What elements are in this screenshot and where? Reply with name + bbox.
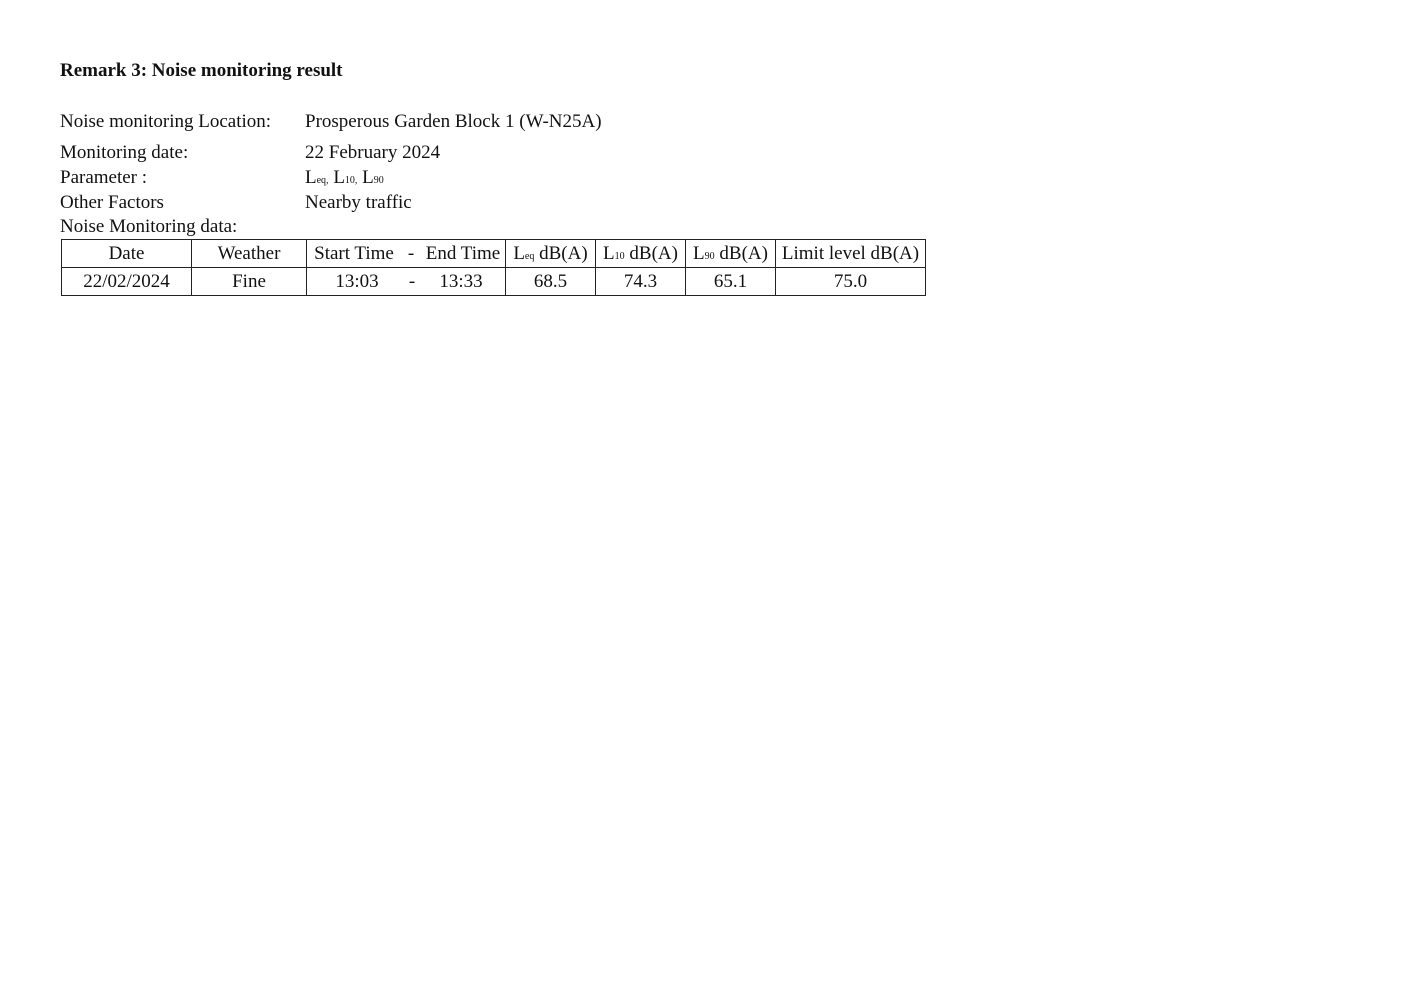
location-value: Prosperous Garden Block 1 (W-N25A) bbox=[305, 111, 602, 132]
header-leq-unit: dB(A) bbox=[534, 242, 588, 264]
noise-data-table bbox=[61, 239, 926, 296]
header-date: Date bbox=[62, 240, 192, 268]
parameter-leq: L bbox=[305, 167, 317, 188]
header-l90-base: L bbox=[693, 242, 705, 264]
header-l10-subscript: 10 bbox=[614, 250, 625, 262]
cell-end-time: 13:33 bbox=[439, 270, 483, 292]
monitoring-data-label: Noise Monitoring data: bbox=[60, 216, 238, 237]
header-leq-subscript: eq bbox=[524, 250, 535, 262]
cell-limit-level: 75.0 bbox=[776, 268, 926, 296]
parameter-l10: L bbox=[328, 167, 345, 188]
parameter-l10-subscript: 10, bbox=[344, 175, 358, 186]
location-label: Noise monitoring Location: bbox=[60, 111, 272, 132]
cell-l90: 65.1 bbox=[686, 268, 776, 296]
header-time bbox=[307, 240, 506, 268]
cell-start-time: 13:03 bbox=[335, 270, 379, 292]
cell-l10: 74.3 bbox=[596, 268, 686, 296]
parameter-label: Parameter : bbox=[60, 167, 148, 188]
parameter-l90: L bbox=[357, 167, 374, 188]
cell-leq: 68.5 bbox=[506, 268, 596, 296]
header-time-dash: - bbox=[407, 242, 415, 264]
header-leq bbox=[506, 240, 596, 268]
header-start-time: Start Time bbox=[314, 242, 394, 264]
header-l90-unit: dB(A) bbox=[714, 242, 768, 264]
table-header-row bbox=[62, 240, 926, 268]
header-limit-level: Limit level dB(A) bbox=[776, 240, 926, 268]
parameter-leq-subscript: eq, bbox=[316, 175, 329, 186]
header-l10 bbox=[596, 240, 686, 268]
monitoring-date-value: 22 February 2024 bbox=[305, 142, 441, 163]
page-title: Remark 3: Noise monitoring result bbox=[60, 60, 343, 81]
table-row bbox=[62, 268, 926, 296]
cell-weather: Fine bbox=[192, 268, 307, 296]
other-factors-label: Other Factors bbox=[60, 192, 164, 213]
cell-time-dash: - bbox=[408, 270, 416, 292]
cell-date: 22/02/2024 bbox=[62, 268, 192, 296]
header-l10-base: L bbox=[603, 242, 615, 264]
monitoring-date-label: Monitoring date: bbox=[60, 142, 189, 163]
parameter-value bbox=[305, 167, 384, 189]
header-leq-base: L bbox=[513, 242, 525, 264]
header-l90-subscript: 90 bbox=[704, 250, 715, 262]
header-end-time: End Time bbox=[425, 242, 501, 264]
other-factors-value: Nearby traffic bbox=[305, 192, 412, 213]
header-l10-unit: dB(A) bbox=[624, 242, 678, 264]
header-l90 bbox=[686, 240, 776, 268]
header-weather: Weather bbox=[192, 240, 307, 268]
cell-time bbox=[307, 268, 506, 296]
parameter-l90-subscript: 90 bbox=[373, 175, 384, 186]
